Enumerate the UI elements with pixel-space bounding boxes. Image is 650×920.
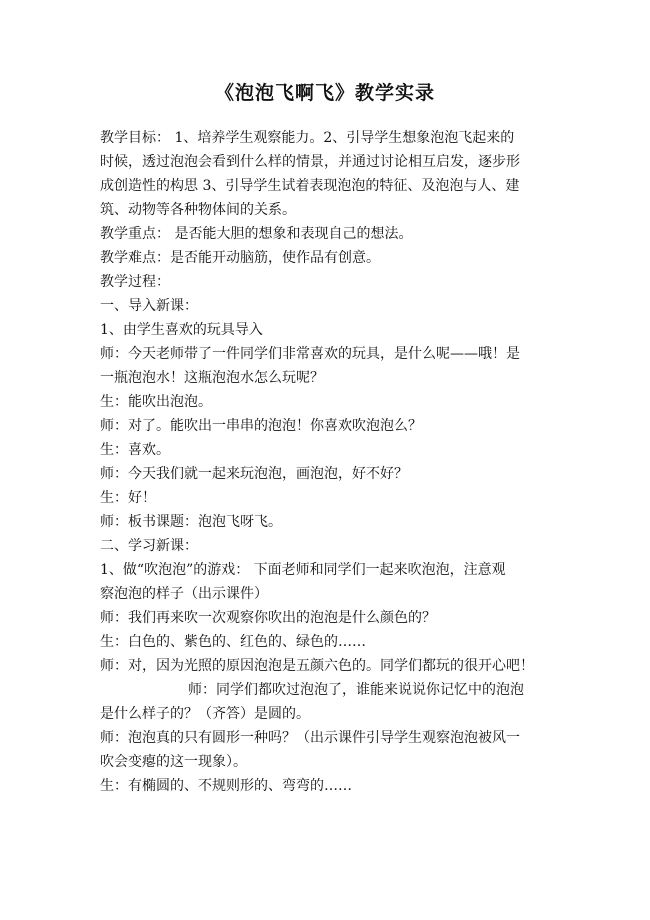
document-body — [100, 126, 552, 798]
document-title: 《泡泡飞啊飞》教学实录 — [214, 82, 435, 104]
text-line: 生：能吹出泡泡。 — [100, 394, 212, 410]
text-line: 生：喜欢。 — [100, 442, 170, 458]
text-line: 一瓶泡泡水！这瓶泡泡水怎么玩呢？ — [100, 370, 324, 386]
text-line: 师：对了。能吹出一串串的泡泡！你喜欢吹泡泡么？ — [100, 418, 422, 434]
text-line: 教学难点：是否能开动脑筋，使作品有创意。 — [100, 250, 380, 266]
text-line: 师：今天老师带了一件同学们非常喜欢的玩具，是什么呢——哦！是 — [100, 346, 520, 362]
text-line: 1、做“吹泡泡”的游戏： 下面老师和同学们一起来吹泡泡，注意观 — [100, 562, 506, 578]
text-line: 师：我们再来吹一次观察你吹出的泡泡是什么颜色的？ — [100, 610, 436, 626]
text-line: 生：好！ — [100, 490, 156, 506]
text-line: 生：白色的、紫色的、红色的、绿色的…… — [100, 634, 366, 650]
text-line: 师：板书课题：泡泡飞呀飞。 — [100, 514, 282, 530]
text-line: 教学重点： 是否能大胆的想象和表现自己的想法。 — [100, 226, 413, 242]
text-line: 师：泡泡真的只有圆形一种吗？（出示课件引导学生观察泡泡被风一 — [100, 730, 520, 746]
text-line: 察泡泡的样子（出示课件） — [100, 586, 268, 602]
text-line: 师：今天我们就一起来玩泡泡，画泡泡，好不好？ — [100, 466, 408, 482]
text-line: 师：对，因为光照的原因泡泡是五颜六色的。同学们都玩的很开心吧！ — [100, 658, 534, 674]
text-line: 一、导入新课： — [100, 298, 198, 314]
text-line: 师：同学们都吹过泡泡了，谁能来说说你记忆中的泡泡 — [188, 682, 524, 698]
text-line: 生：有椭圆的、不规则形的、弯弯的…… — [100, 778, 352, 794]
text-line: 教学目标： 1、培养学生观察能力。2、引导学生想象泡泡飞起来的 — [100, 130, 515, 146]
text-line: 教学过程： — [100, 274, 170, 290]
text-line: 吹会变瘪的这一现象）。 — [100, 754, 247, 770]
text-line: 成创造性的构思 3、引导学生试着表现泡泡的特征、及泡泡与人、建 — [100, 178, 520, 194]
text-line: 二、学习新课： — [100, 538, 198, 554]
text-line: 1、由学生喜欢的玩具导入 — [100, 322, 263, 338]
text-line: 筑、动物等各种物体间的关系。 — [100, 202, 296, 218]
text-line: 是什么样子的？（齐答）是圆的。 — [100, 706, 310, 722]
text-line: 时候，透过泡泡会看到什么样的情景，并通过讨论相互启发，逐步形 — [100, 154, 520, 170]
